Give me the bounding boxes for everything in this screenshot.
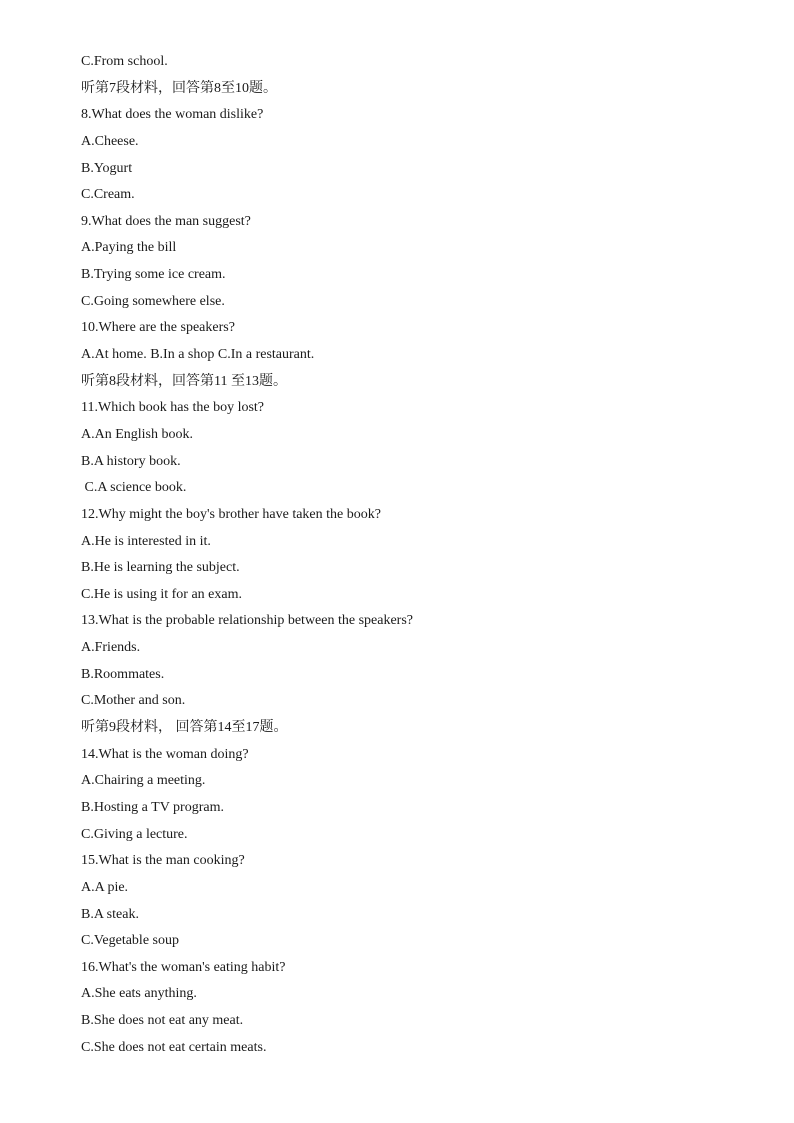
option-line: B.Yogurt <box>81 160 133 176</box>
option-line: C.Cream. <box>81 187 135 203</box>
question-list <box>81 49 741 1061</box>
option-line: A.She eats anything. <box>81 986 197 1002</box>
option-line: C.Giving a lecture. <box>81 826 188 842</box>
question-line: 11.Which book has the boy lost? <box>81 400 265 416</box>
option-line: A.Friends. <box>81 640 141 656</box>
section-instruction: 听第8段材料，回答第11 至13题。 <box>81 373 287 389</box>
option-line: B.Trying some ice cream. <box>81 267 226 283</box>
question-line: 12.Why might the boy's brother have taken the book? <box>81 506 381 522</box>
option-line: C.A science book. <box>81 480 187 496</box>
option-line: A.Chairing a meeting. <box>81 773 206 789</box>
option-line: C.Vegetable soup <box>81 933 179 949</box>
option-line: C.She does not eat certain meats. <box>81 1039 267 1055</box>
option-line: A.He is interested in it. <box>81 533 211 549</box>
section-instruction: 听第9段材料， 回答第14至17题。 <box>81 720 288 736</box>
option-line: B.She does not eat any meat. <box>81 1013 244 1029</box>
option-line: A.Paying the bill <box>81 240 177 256</box>
section-instruction: 听第7段材料，回答第8至10题。 <box>81 80 277 96</box>
question-line: 9.What does the man suggest? <box>81 213 251 229</box>
question-line: 13.What is the probable relationship between the speakers? <box>81 613 413 629</box>
question-line: 10.Where are the speakers? <box>81 320 235 336</box>
option-line: B.A steak. <box>81 906 139 922</box>
option-line: C.Going somewhere else. <box>81 293 225 309</box>
option-line: B.A history book. <box>81 453 181 469</box>
option-line: B.Hosting a TV program. <box>81 799 224 815</box>
option-line: B.He is learning the subject. <box>81 560 240 576</box>
question-line: 14.What is the woman doing? <box>81 746 249 762</box>
option-line: A.A pie. <box>81 879 129 895</box>
option-line: C.He is using it for an exam. <box>81 586 242 602</box>
option-line: A.Cheese. <box>81 133 139 149</box>
option-line: C.From school. <box>81 54 168 69</box>
question-line: 8.What does the woman dislike? <box>81 107 264 123</box>
question-line: 15.What is the man cooking? <box>81 853 245 869</box>
option-line: A.At home. B.In a shop C.In a restaurant. <box>81 347 315 363</box>
option-line: C.Mother and son. <box>81 693 186 709</box>
question-line: 16.What's the woman's eating habit? <box>81 959 286 975</box>
option-line: B.Roommates. <box>81 666 165 682</box>
option-line: A.An English book. <box>81 426 193 442</box>
